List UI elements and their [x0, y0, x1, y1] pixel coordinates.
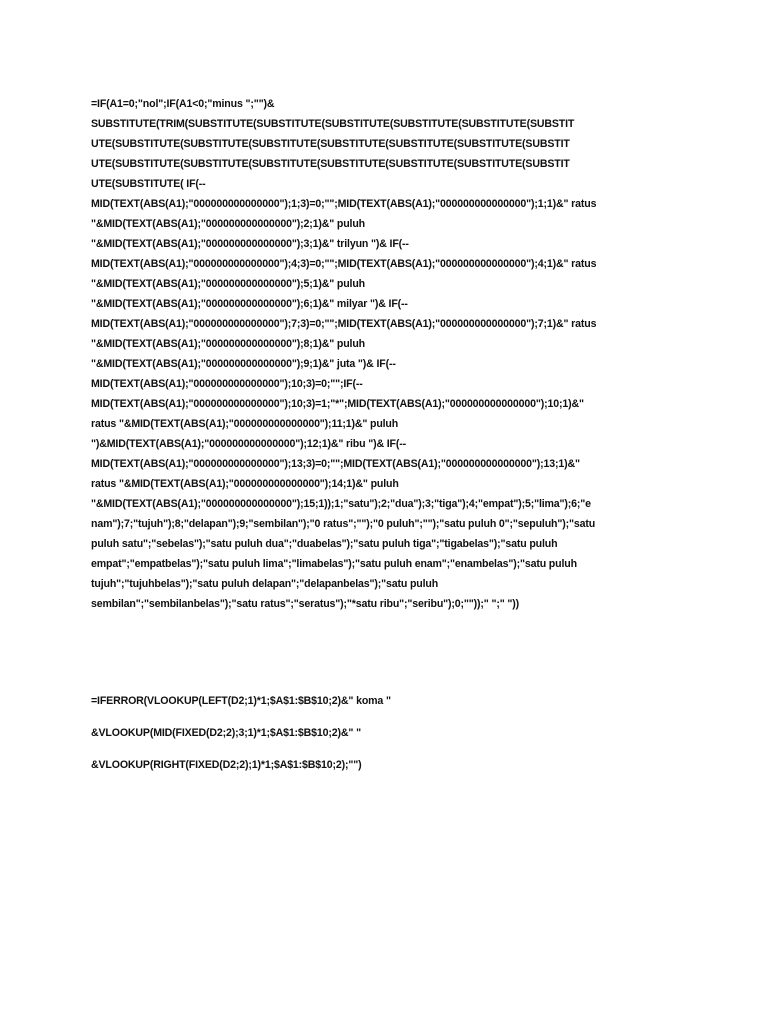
number-to-words-formula	[91, 94, 691, 614]
formula-line: &VLOOKUP(MID(FIXED(D2;2);3;1)*1;$A$1:$B$10;2)&" "	[91, 727, 361, 739]
formula-line: "&MID(TEXT(ABS(A1);"000000000000000");9;1)&" juta ")& IF(--	[91, 358, 396, 370]
formula-line: tujuh";"tujuhbelas");"satu puluh delapan";"delapanbelas");"satu puluh	[91, 578, 439, 590]
formula-line: "&MID(TEXT(ABS(A1);"000000000000000");3;1)&" trilyun ")& IF(--	[91, 238, 409, 250]
formula-line: "&MID(TEXT(ABS(A1);"000000000000000");6;1)&" milyar ")& IF(--	[91, 298, 408, 310]
formula-line: ")&MID(TEXT(ABS(A1);"000000000000000");12;1)&" ribu ")& IF(--	[91, 438, 407, 450]
formula-line: MID(TEXT(ABS(A1);"000000000000000");13;3)=0;"";MID(TEXT(ABS(A1);"000000000000000");13;1)&"	[91, 458, 580, 470]
formula-line: "&MID(TEXT(ABS(A1);"000000000000000");8;1)&" puluh	[91, 338, 365, 350]
formula-line: UTE(SUBSTITUTE(SUBSTITUTE(SUBSTITUTE(SUBSTITUTE(SUBSTITUTE(SUBSTITUTE(SUBSTIT	[91, 158, 570, 170]
formula-line: =IF(A1=0;"nol";IF(A1<0;"minus ";"")&	[91, 98, 275, 110]
formula-line: UTE(SUBSTITUTE( IF(--	[91, 178, 206, 190]
formula-line: =IFERROR(VLOOKUP(LEFT(D2;1)*1;$A$1:$B$10;2)&" koma "	[91, 695, 391, 707]
formula-line: ratus "&MID(TEXT(ABS(A1);"000000000000000");11;1)&" puluh	[91, 418, 399, 430]
formula-line: sembilan";"sembilanbelas");"satu ratus";"seratus");"*satu ribu";"seribu");0;""));" ";" "))	[91, 598, 520, 610]
formula-line: "&MID(TEXT(ABS(A1);"000000000000000");15;1));1;"satu");2;"dua");3;"tiga");4;"empat");5;"lima");6;"e	[91, 498, 591, 510]
formula-line: &VLOOKUP(RIGHT(FIXED(D2;2);1)*1;$A$1:$B$10;2);"")	[91, 759, 362, 771]
formula-line: ratus "&MID(TEXT(ABS(A1);"000000000000000");14;1)&" puluh	[91, 478, 399, 490]
formula-line: nam");7;"tujuh");8;"delapan");9;"sembilan");"0 ratus";"");"0 puluh";"");"satu puluh 0";"sepuluh");"satu	[91, 518, 596, 530]
formula-line: "&MID(TEXT(ABS(A1);"000000000000000");2;1)&" puluh	[91, 218, 365, 230]
formula-line: "&MID(TEXT(ABS(A1);"000000000000000");5;1)&" puluh	[91, 278, 365, 290]
formula-line: MID(TEXT(ABS(A1);"000000000000000");10;3)=1;"*";MID(TEXT(ABS(A1);"000000000000000");10;1)&"	[91, 398, 584, 410]
formula-line: MID(TEXT(ABS(A1);"000000000000000");4;3)=0;"";MID(TEXT(ABS(A1);"000000000000000");4;1)&" ratus	[91, 258, 597, 270]
formula-line: MID(TEXT(ABS(A1);"000000000000000");7;3)=0;"";MID(TEXT(ABS(A1);"000000000000000");7;1)&" ratus	[91, 318, 597, 330]
formula-line: puluh satu";"sebelas");"satu puluh dua";"duabelas");"satu puluh tiga";"tigabelas");"satu puluh	[91, 538, 558, 550]
decimal-to-words-formula	[91, 691, 691, 787]
formula-line: MID(TEXT(ABS(A1);"000000000000000");10;3)=0;"";IF(--	[91, 378, 363, 390]
formula-line: empat";"empatbelas");"satu puluh lima";"limabelas");"satu puluh enam";"enambelas");"satu puluh	[91, 558, 577, 570]
formula-line: SUBSTITUTE(TRIM(SUBSTITUTE(SUBSTITUTE(SUBSTITUTE(SUBSTITUTE(SUBSTITUTE(SUBSTIT	[91, 118, 575, 130]
formula-line: UTE(SUBSTITUTE(SUBSTITUTE(SUBSTITUTE(SUBSTITUTE(SUBSTITUTE(SUBSTITUTE(SUBSTIT	[91, 138, 570, 150]
formula-line: MID(TEXT(ABS(A1);"000000000000000");1;3)=0;"";MID(TEXT(ABS(A1);"000000000000000");1;1)&" ratus	[91, 198, 597, 210]
